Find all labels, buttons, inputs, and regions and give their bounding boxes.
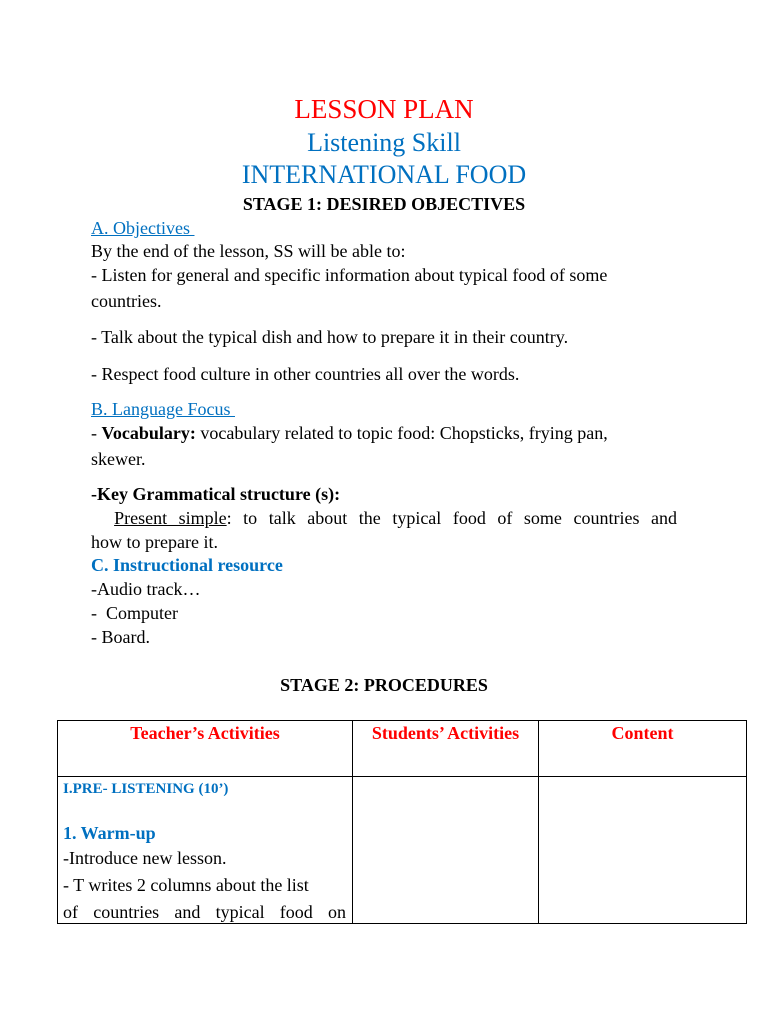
pre-listening-label: I.PRE- LISTENING (10’) (63, 781, 229, 797)
grammar-line: Present simple: to talk about the typical food of some countries and (114, 508, 677, 528)
objectives-heading: A. Objectives (91, 218, 190, 238)
present-simple-term: Present simple (114, 508, 227, 528)
table-row (58, 777, 747, 924)
resource-item: - Computer (91, 603, 178, 623)
topic-title: INTERNATIONAL FOOD (241, 160, 527, 189)
grammar-line2: how to prepare it. (91, 532, 218, 552)
objective-2: - Talk about the typical dish and how to prepare it in their country. (91, 327, 569, 347)
vocabulary-label: Vocabulary: (101, 423, 196, 443)
grammar-heading: -Key Grammatical structure (s): (91, 484, 341, 504)
students-activities-cell (353, 777, 539, 924)
objective-3: - Respect food culture in other countries all over the words. (91, 364, 520, 384)
resources-heading: C. Instructional resource (91, 555, 283, 575)
lesson-plan-title: LESSON PLAN (294, 94, 474, 124)
header-content: Content (539, 721, 747, 777)
teacher-activity-line: - T writes 2 columns about the list (63, 875, 309, 895)
teacher-activity-line: -Introduce new lesson. (63, 848, 227, 868)
header-students-activities: Students’ Activities (353, 721, 539, 777)
resource-item: - Board. (91, 627, 150, 647)
warmup-heading: 1. Warm-up (63, 823, 156, 843)
teacher-activity-line: of countries and typical food on (63, 902, 346, 922)
skill-subtitle: Listening Skill (307, 128, 461, 157)
procedures-table (57, 720, 747, 924)
stage1-heading: STAGE 1: DESIRED OBJECTIVES (242, 194, 526, 214)
objective-1-line1: - Listen for general and specific information about typical food of some (91, 265, 608, 285)
content-cell (539, 777, 747, 924)
stage2-heading: STAGE 2: PROCEDURES (280, 675, 488, 695)
language-focus-heading: B. Language Focus (91, 399, 231, 419)
objective-1-line2: countries. (91, 291, 162, 311)
resource-item: -Audio track… (91, 579, 201, 599)
table-header-row (58, 721, 747, 777)
header-teacher-activities: Teacher’s Activities (58, 721, 353, 777)
objectives-intro: By the end of the lesson, SS will be able to: (91, 241, 406, 261)
teacher-activities-cell (58, 777, 353, 924)
vocabulary-line2: skewer. (91, 449, 146, 469)
vocabulary-line: - Vocabulary: vocabulary related to topic food: Chopsticks, frying pan, (91, 423, 608, 443)
